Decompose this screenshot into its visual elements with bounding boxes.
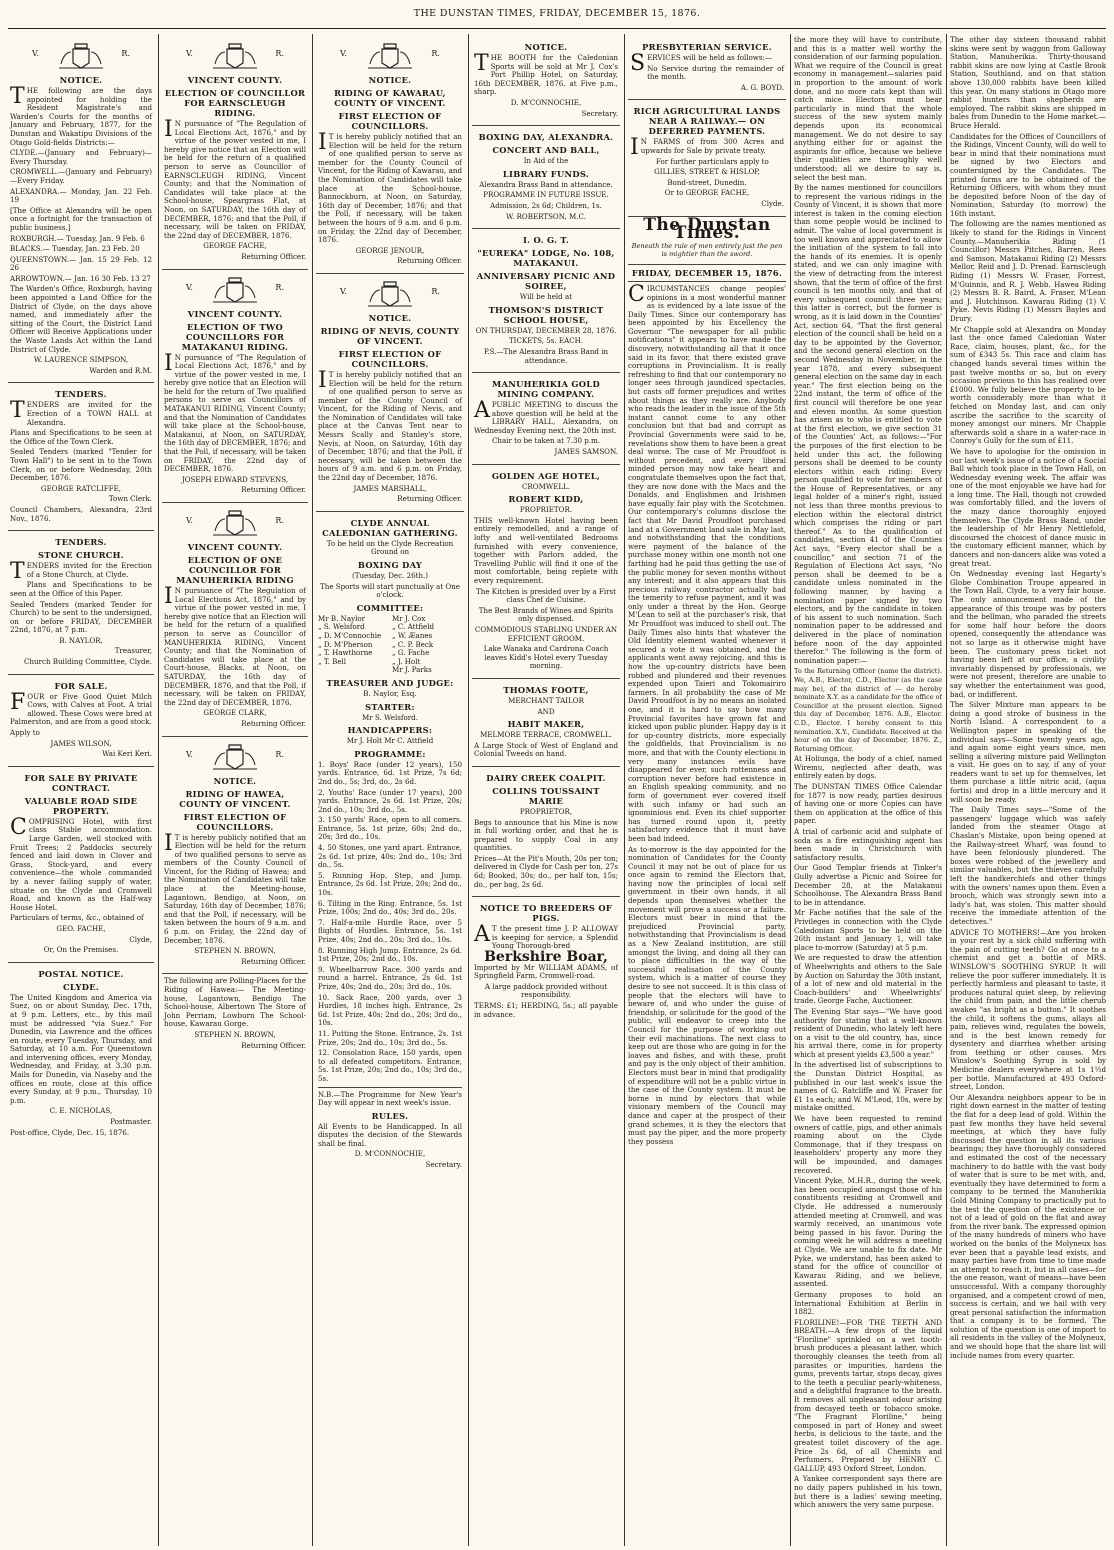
committee-member: [318, 666, 388, 675]
royal-coat-of-arms-icon: [209, 507, 261, 539]
committee-member: „ C. Attfield: [392, 622, 435, 632]
mining-company-meeting: MANUHERIKIA GOLD MINING COMPANY. APUBLIC MEETING to discuss the above question will be held at the LIBRARY HALL, Alexandra, on Wednesday Evening next, the 20th inst. Chair to be taken at 7.30 p.m. JAMES SAMSON.: [472, 373, 620, 465]
boxing-day-concert: BOXING DAY, ALEXANDRA. CONCERT AND BALL, In Aid of the LIBRARY FUNDS. Alexandra Brass Band in attendance. PROGRAMME IN FUTURE ISSUE. Admission, 2s 6d; Children, 1s. W. ROBERTSON, M.C.: [472, 126, 620, 229]
thomas-foote-tailor: THOMAS FOOTE, MERCHANT TAILOR AND HABIT MAKER, MELMORE TERRACE, CROMWELL. A Large Stock of West of England and Colonial Tweeds on hand.: [472, 679, 620, 767]
hawea-polling-places: The following are Polling-Places for the Riding of Hawea:— The Meeting-house, Lagantown, Bendigo The School-house, Albertown The Store of John Perriam, Lowburn The School-house, Kawarau Gorge. STEPHEN N. BROWN, Returning Officer.: [164, 976, 306, 1050]
stone-church-tenders: TENDERS. STONE CHURCH. TENDERS invited for the Erection of a Stone Church, at Clyde. Plans and Specifications to be seen at the Office of this Paper. Sealed Tenders (marked Tender for Church) to be sent to the undersigned, on or before FRIDAY, DECEMBER 22nd, 1876, at 7 p.m. B. NAYLOR, Treasurer, Church Building Committee, Clyde.: [8, 531, 154, 675]
nevis-election: V. R. NOTICE. RIDING OF NEVIS, COUNTY OF VINCENT. FIRST ELECTION OF COUNCILLORS. IT is hereby publicly notified that an Election will be held for the return of one qualified person to serve as member of the County Council of Vincent, for the Riding of Nevis, and the Nomination of Candidates will take place at the Canvas Tent near to Messrs Scally and Stanley's store, Nevis, at Noon, on Saturday, 16th day of December, 1876; and that the Poll, if necessary, will be taken between the hours of 9 a.m. and 6 p.m. on Friday, the 22nd day of December, 1876. JAMES MARSHALL, Returning Officer.: [316, 274, 464, 512]
manuherikia-election: V. R. VINCENT COUNTY. ELECTION OF ONE COUNCILLOR FOR MANUHERIKIA RIDING IN pursuance of "The Regulation of Local Elections Act, 1876," and by virtue of the power vested in me, I hereby give notice that an Election will be held for the return of a qualified person to serve as Councillor of MANUHERIKIA RIDING, Vincent County; and that the Nomination of Candidates will take place at the Court-house, Blacks, at Noon, on SATURDAY, the 16th day of DECEMBER, 1876, and that the Poll, if necessary, will be taken on FRIDAY, the 22nd day of DECEMBER, 1876. GEORGE CLARK, Returning Officer.: [162, 503, 308, 737]
column-1: [8, 36, 154, 1544]
crest: V. R.: [164, 40, 306, 72]
programme-item: 7. Half-a-mile Hurdle Race, over 5 flights of Hurdles. Entrance, 5s. 1st Prize, 40s; 2nd do., 20s; 3rd do., 10s.: [318, 917, 462, 944]
page-header: THE DUNSTAN TIMES, FRIDAY, DECEMBER 15, 1876.: [413, 8, 701, 19]
committee-member: „ G. Fache: [392, 648, 430, 658]
booth-notice: NOTICE. THE BOOTH for the Caledonian Sports will be sold at Mr J. Cox's Port Phillip Hotel, on Saturday, 16th DECEMBER, 1876, at Five p.m., sharp. D. M'CONNOCHIE, Secretary.: [472, 36, 620, 126]
crest: V. R.: [164, 274, 306, 306]
nomination-form: To the Returning Officer (name the district). We, A.B., Elector, C.D., Elector (as the case may be), of the district of — do hereby nominate X.Y. as a candidate for the office of Councillor at the present election. Signed this day of December, 1876. A.B., Elector. C.D., Elector. I hereby consent to this nomination. X.Y., Candidate. Received at the hour of on the day of December, 1876. Z., Returning Officer.: [794, 667, 942, 753]
column-4: [472, 36, 620, 1544]
programme-item: 5. Running Hop, Step, and Jump. Entrance, 2s 6d. 1st Prize, 20s; 2nd do., 10s.: [318, 870, 462, 898]
committee-member: Mr J. Parks: [392, 665, 432, 675]
committee-member: „ T. Hawthorne: [318, 648, 373, 658]
presbyterian-service: PRESBYTERIAN SERVICE. SERVICES will be held as follows:— No Service during the remainder of the month. A. G. BOYD.: [628, 36, 786, 100]
iogt-picnic: I. O. G. T. "EUREKA" LODGE, No. 108, MATAKANUI. ANNIVERSARY PICNIC AND SOIREE, Will be held at THOMSON'S DISTRICT SCHOOL HOUSE, ON THURSDAY, DECEMBER 28, 1876. TICKETS, 5s. EACH. P.S.—The Alexandra Brass Band in attendance.: [472, 229, 620, 373]
masthead: The Dunstan Times.: [643, 214, 771, 244]
editorial: By the names mentioned for councillors to represent the various ridings in the County of Vincent, it is shown that more interest is taken in the coming election than some people would be inclined to admit. The value of local government is too well known and appreciated to allow the initiation of the system to fall into the hands of its enemies. It is openly stated, and we can only imagine with the view of detracting from the interest shown, that the term of office of the first council is ten months only, and that of every subsequent council three years; this latter is correct, but the former is wrong, as it is laid down in the Counties' Act, section 64, "That the first general election of the council shall be held on a day to be appointed by the Governor, and the second general election on the second Wednesday in November, in the year 1878, and every subsequent general election on the same day in each year." The first election being on the 22nd instant, the term of office of the first council will therefore be one year and eleven months. As some question has arisen as to who is entitled to vote at the first election, we give section 31 of the Counties' Act, as follows:—"For the purposes of the first election to be held under this act, the following persons shall be deemed to be county electors within each riding: Every person qualified to vote for members of the House of Representatives, or any legal holder of a miner's right, issued not less than three months previous to election within the electoral district which comprises the riding or part thereof." As to the qualification of candidates, section 41 of the Counties Act says, "Every elector shall be a councillor," and section 71 of the Regulation of Elections Act says, "No person shall be deemed to be a candidate unless nominated in the following manner, by having a nomination paper signed by two electors, and by the candidate in token of his assent to such nomination. Such nomination paper to be addressed and delivered in the place of nomination before noon of the day appointed therefor." The following is the form of nomination paper:—: [794, 183, 942, 665]
crest: V. R.: [164, 741, 306, 773]
column-divider: [624, 34, 625, 1546]
column-divider: [468, 34, 469, 1546]
matakanui-election: V. R. VINCENT COUNTY. ELECTION OF TWO COUNCILLORS FOR MATAKANUI RIDING. IN pursuance of "The Regulation of Local Elections Act, 1876," and by virtue of the power vested in me, I hereby give notice that an Election will be held for the return of Two qualified persons to serve as Councillors of MATAKANUI RIDING, Vincent County; and that the Nomination of Candidates will take place at the School-house, Matakanui, at Noon, on SATURDAY, the 16th day of DECEMBER, 1876; and that the Poll, if necessary, will be taken on FRIDAY, the 22nd day of DECEMBER, 1876. JOSEPH EDWARD STEVENS, Returning Officer.: [162, 270, 308, 504]
committee-member: „ D. M'Connochie: [318, 630, 382, 640]
agricultural-lands: RICH AGRICULTURAL LANDS NEAR A RAILWAY.— ON DEFERRED PAYMENTS. IN FARMS of from 300 Acres and upwards for Sale by private treaty. For further particulars apply to GILLIES, STREET & HISLOP, Bond-street, Dunedin. Or to GEORGE FACHE, Clyde.: [628, 100, 786, 216]
editorial: CIRCUMSTANCES change peoples' opinions in a most wonderful manner as is evidenced by a late issue of the Daily Times. Since our contemporary has been appointed by his Excellency the Governor "The newspaper for all public notifications" it appears to have made the discovery, notwithstanding all that it once said in its favor, that there existed grave corruptions in Provincialism. It is really refreshing to find that our contemporary no longer sees through jaundiced spectacles, but casts off former prejudices and writes about things as they really are. Anybody who reads the leader in the issue of the 5th instant cannot come to any other conclusion but that bad and corrupt as Provincial Governments were said to be, revelations show them to have been a great deal worse. The case of Mr Proudfoot is without precedent, and every liberal minded person may now take heart and congratulate themselves upon the fact that, they are now done with the Macs and the Donalds, and Englishmen and Irishmen have equally fair play with the Scotchmen. Our contemporary's columns disclose the fact that Mr David Proudfoot purchased land at a Government land sale in May last, and notwithstanding that the conditions were payment of the balance of the purchase money within one month not one farthing had he paid thus getting the use of the public money for seven months without any interest; and it also appears that this precious railway contractor actually had the temerity to refuse payment, and it was only under a threat by the Hon. George M'Lean to sell at the purchaser's risk, that Mr Proudfoot was induced to shell out. The Daily Times also hints that whatever the Old Identity element wanted whenever it secured a vote it was obtained, and the applicants went away rejoicing, and this is how the up-country districts have been robbed and plundered and their revenues expended upon Taieri and Tokomairiro farmers. In all probability the case of Mr David Proudfoot is by no means an isolated one, and it is hard to say how many Provincial favorites have grown fat and kicked upon public plunder. Happy day is it for up-country districts, more especially the goldfields, that Provincialism is no more, and that with the County elections in very many instances evils have disappeared for ever, such rottenness and corruption never before had existence in an English speaking community, and no form of government ever covered itself with such infamy or had such an ignominious end. Even its chief supporter has turned round upon it, pretty satisfactory evidence that it must have been bad indeed.: [628, 281, 786, 843]
royal-coat-of-arms-icon: [364, 278, 416, 310]
column-3: [316, 36, 464, 1544]
programme-item: 9. Wheelbarrow Race. 300 yards and round a barrel. Entrance, 2s 6d. 1st Prize, 40s; 2nd do., 20s; 3rd do., 10s.: [318, 964, 462, 991]
programme-item: 12. Consolation Race, 150 yards, open to all defeated competitors. Entrance, 5s. 1st Prize, 20s; 2nd do., 10s; 3rd do., 5s.: [318, 1048, 462, 1083]
committee-member: Mr J. Cox: [392, 613, 426, 623]
programme-item: 10. Sack Race, 200 yards, over 3 Hurdles, 18 inches high. Entrance, 2s 6d. 1st Prize, 40s; 2nd do., 20s; 3rd do., 10s.: [318, 992, 462, 1028]
pig-breeders-notice: NOTICE TO BREEDERS OF PIGS. AT the present time J. P. ALLOWAY is keeping for service, a Splendid Young Thorough-bred Berkshire Boar, Imported by Mr WILLIAM ADAMS, of Springfield Farm, Cromwell-road. A large paddock provided without responsibility. TERMS: £1; HERDING, 5s.; all payable in advance.: [474, 903, 618, 1019]
column-5: [628, 36, 786, 1544]
committee-member: „ D. M'Pherson: [318, 639, 373, 649]
town-hall-tenders: TENDERS. TENDERS are invited for the Erection of a TOWN HALL at Alexandra. Plans and Specifications to be seen at the Office of the Town Clerk. Sealed Tenders (marked "Tender for Town Hall") to be sent in to the Town Clerk, on or before Wednesday, 20th December, 1876. GEORGE RATCLIFFE, Town Clerk. Council Chambers, Alexandra, 23rd Nov., 1876.: [8, 383, 154, 531]
royal-coat-of-arms-icon: [209, 274, 261, 306]
programme-item: 4. 50 Stones, one yard apart. Entrance, 2s 6d. 1st prize, 40s; 2nd do., 10s; 3rd do., 5s.: [318, 843, 462, 870]
editorial: the more they will have to contribute, and this is a matter well worthy the consideration of our farming population. What we require of the Council is great economy in management—salaries paid in proportion to the amount of work done, and no more cats kept than will catch mice. Electors must bear particularly in mind that the whole success of the new system mainly depends upon its economical management. We do not desire to say anything either for or against the aspirants for office, because we believe their qualities are thoroughly well understood; all we desire to say is, select the best man.: [794, 36, 942, 182]
crest: V. R.: [318, 278, 462, 310]
header-rule: [8, 28, 1106, 29]
programme-item: 11. Putting the Stone. Entrance, 2s. 1st Prize, 20s; 2nd do., 10s; 3rd do., 5s.: [318, 1028, 462, 1047]
crest: V. R.: [10, 40, 152, 72]
caledonian-gathering: CLYDE ANNUAL CALEDONIAN GATHERING. To be held on the Clyde Recreation Ground on BOXING DAY (Tuesday, Dec. 26th.) The Sports will start punctually at One o'clock. COMMITTEE: Mr B. Naylor Mr J. Cox „ S. Welsford „ C. Attfield „ D. M'Connochie „ W. Æanes „ D. M'Pherson „ C. P. Beck „ T. Hawthorne „ G. Fache „ T. Bell „ J. Holt Mr J. Parks TREASURER AND JUDGE: B. Naylor, Esq. STARTER: Mr S. Welsford. HANDICAPPERS: Mr J. Holt Mr C. Attfield PROGRAMME: 1. Boys' Race (under 12 years), 150 yards. Entrance, 6d. 1st Prize, 7s 6d; 2nd do., 5s; 3rd, do., 2s 6d. 2. Youths' Race (under 17 years), 200 yards. Entrance, 2s 6d. 1st Prize, 20s; 2nd do., 10s; 3rd do., 5s. 3. 150 yards' Race, open to all comers. Entrance, 5s. 1st prize, 60s; 2nd do., 20s; 3rd do., 10s. 4. 50 Stones, one yard apart. Entrance, 2s 6d. 1st prize, 40s; 2nd do., 10s; 3rd do., 5s. 5. Running Hop, Step, and Jump. Entrance, 2s 6d. 1st Prize, 20s; 2nd do., 10s. 6. Tilting in the Ring. Entrance, 5s. 1st Prize, 100s; 2nd do., 40s; 3rd do., 20s. 7. Half-a-mile Hurdle Race, over 5 flights of Hurdles. Entrance, 5s. 1st Prize, 40s; 2nd do., 20s; 3rd do., 10s. 8. Running High Jump. Entrance, 2s 6d. 1st Prize, 20s; 2nd do., 10s. 9. Wheelbarrow Race. 300 yards and round a barrel. Entrance, 2s 6d. 1st Prize, 40s; 2nd do., 20s; 3rd do., 10s. 10. Sack Race, 200 yards, over 3 Hurdles, 18 inches high. Entrance, 2s 6d. 1st Prize, 40s; 2nd do., 20s; 3rd do., 10s. 11. Putting the Stone. Entrance, 2s. 1st Prize, 20s; 2nd do., 10s; 3rd do., 5s. 12. Consolation Race, 150 yards, open to all defeated competitors. Entrance, 5s. 1st Prize, 20s; 2nd do., 10s; 3rd do., 5s. N.B.—The Programme for New Year's Day will appear in next week's issue. RULES. All Events to be Handicapped. In all disputes the decision of the Stewards shall be final. D. M'CONNOCHIE, Secretary.: [318, 517, 462, 1170]
kawarau-election: V. R. NOTICE. RIDING OF KAWARAU, COUNTY OF VINCENT. FIRST ELECTION OF COUNCILLORS. IT is hereby publicly notified that an Election will be held for the return of one qualified person to serve as member for the County Council of Vincent, for the Riding of Kawarau, and the Nomination of Candidates will take place at the School-house, Bannockburn, at Noon, on Saturday, 16th day of December, 1876; and that the Poll, if necessary, will be taken between the hours of 9 a.m. and 6 p.m. on Friday, the 22nd day of December, 1876. GEORGE JENOUR, Returning Officer.: [316, 36, 464, 274]
earnscleugh-election: V. R. VINCENT COUNTY. ELECTION OF COUNCILLOR FOR EARNSCLEUGH RIDING. IN pursuance of "The Regulation of Local Elections Act, 1876," and by virtue of the power vested in me, I hereby give notice that an Election will be held for the return of a qualified person to serve as Councillor of EARNSCLEUGH RIDING, Vincent County; and that the Nomination of Candidates will take place at the School-house, Speargrass Flat, at Noon, on SATURDAY, the 16th day of DECEMBER, 1876; and that the Poll, if necessary, will be taken on FRIDAY, the 22nd day of DECEMBER, 1876. GEORGE FACHE, Returning Officer.: [162, 36, 308, 270]
column-divider: [946, 34, 947, 1546]
hotel-for-sale: FOR SALE BY PRIVATE CONTRACT. VALUABLE ROAD SIDE PROPERTY. COMPRISING Hotel, with first class Stable accommodation. Large Garden, well stocked with Fruit Trees; 2 Paddocks securely fenced and laid down in Clover and Grass, Stock-yard, and every convenience—the whole commanded by a never failing supply of water, situate on the Clyde and Cromwell Road, and known as the Half-way House Hotel. Particulars of terms, &c., obtained of GEO. FACHE, Clyde, Or, On the Premises.: [8, 767, 154, 963]
notice-title: NOTICE.: [59, 75, 103, 85]
programme-item: 6. Tilting in the Ring. Entrance, 5s. 1st Prize, 100s; 2nd do., 40s; 3rd do., 20s.: [318, 898, 462, 917]
hawea-election: V. R. NOTICE. RIDING OF HAWEA, COUNTY OF VINCENT. FIRST ELECTION OF COUNCILLORS. IT is hereby publicly notified that an Election will be held for the return of two qualified persons to serve as members of the County Council of Vincent, for the Riding of Hawea; and the Nomination of Candidates will take place at the Meeting-house, Lagantown, Bendigo, at Noon, on Saturday, 16th day of December, 1876; and that the Poll, if necessary, will be taken between the hours of 9 a.m. and 6 p.m. on Friday, the 22nd day of December, 1876. STEPHEN N. BROWN, Returning Officer.: [162, 737, 308, 975]
crest: V. R.: [164, 507, 306, 539]
crest: V. R.: [318, 40, 462, 72]
postal-notice: POSTAL NOTICE. CLYDE. The United Kingdom and America via Suez, on or about Sunday, Dec. 17th, at 9 p.m. Letters, etc., by this mail must be addressed "via Suez." For Dunedin, via Lawrence and the offices en route, every Tuesday, Thursday, and Saturday, at 10 a.m. For Queenstown and intervening offices, every Monday, Wednesday, and Friday, at 3.30 p.m. Mails for Dunedin, via Naseby and the offices en route, close at this office every Sunday, at 9 p.m., Thursday, 10 p.m. C. E. NICHOLAS, Postmaster. Post-office, Clyde, Dec. 15, 1876.: [10, 968, 152, 1137]
committee-member: „ S. Welsford: [318, 622, 365, 632]
golden-age-hotel: GOLDEN AGE HOTEL, CROMWELL. ROBERT KIDD, PROPRIETOR. THIS well-known Hotel having been entirely remodelled, and a range of lofty and well-ventilated Bedrooms furnished with every convenience, together with Parlors added, the Travelling Public will find it one of the most comfortable, being replete with every requirement. The Kitchen is presided over by a First class Chef de Cuisine. The Best Brands of Wines and Spirits only dispensed. COMMODIOUS STABLING UNDER AN EFFICIENT GROOM. Lake Wanaka and Cardrona Coach leaves Kidd's Hotel every Tuesday morning.: [472, 465, 620, 679]
committee-member: Mr B. Naylor: [318, 613, 366, 623]
dairy-creek-coalpit: DAIRY CREEK COALPIT. COLLINS TOUSSAINT MARIE PROPRIETOR, Begs to announce that his Mine is now in full working order, and that he is prepared to supply Coal in any quantities. Prices—At the Pit's Mouth, 20s per ton; delivered in Clyde for Cash per ton, 27s 6d; Booked, 30s; do., per half ton, 15s; do., per bag, 2s 6d.: [472, 767, 620, 897]
royal-coat-of-arms-icon: [364, 40, 416, 72]
magistrate-notice: V. R. NOTICE. THE following are the days appointed for holding the Resident Magistrate's and Warden's Courts for the months of January and February, 1877, for the Dunstan and Wakatipu Divisions of the Otago Gold-fields Districts:— CLYDE.—(January and February)—Every Thursday. CROMWELL.—(January and February)—Every Friday. ALEXANDRA.— Monday, Jan. 22 Feb. 19 [The Office at Alexandra will be open once a fortnight for the transaction of public business.] ROXBURGH.— Tuesday, Jan. 9 Feb. 6 BLACKS.— Tuesday, Jan. 23 Feb. 20 QUEENSTOWN.— Jan. 15 29 Feb. 12 26 ARROWTOWN.— Jan. 16 30 Feb. 13 27 The Warden's Office, Roxburgh, having been appointed a Land Office for the District of Clyde, on the days above named, and immediately after the sitting of the Court, the District Land Officer will Receive Applications under the Waste Lands Act within the Land District of Clyde. W. LAURENCE SIMPSON, Warden and R.M.: [8, 36, 154, 383]
programme-item: 3. 150 yards' Race, open to all comers. Entrance, 5s. 1st prize, 60s; 2nd do., 20s; 3rd do., 10s.: [318, 815, 462, 842]
programme-list: [318, 761, 462, 1084]
programme-item: 2. Youths' Race (under 17 years), 200 yards. Entrance, 2s 6d. 1st Prize, 20s; 2nd do., 10s; 3rd do., 5s.: [318, 787, 462, 814]
cows-for-sale: FOR SALE. FOUR or Five Good Quiet Milch Cows, with Calves at Foot. A trial allowed. These Cows were bred at Palmerston, and are from a good stock. Apply to JAMES WILSON, Wai Keri Keri.: [8, 675, 154, 767]
committee-member: „ J. Holt: [392, 656, 421, 666]
motto: Beneath the rule of men entirely just the pen is mightier than the sword.: [631, 241, 783, 259]
committee-list: [318, 615, 462, 675]
editorial: As to-morrow is the day appointed for the nomination of Candidates for the County Council it may not be out of place for us once again to remind the Electors that, having now the principles of local self government in their own hands, it all depends upon themselves whether the movement will prove a success or a failure. Electors must bear in mind that the prejudiced Provincial party, notwithstanding that Provincialism is dead as a New Zealand institution, are still amongst the living, and doing all they can to place difficulties in the way of the successful realisation of the County system, which is a matter of course they desire to see not succeed. It is this class of people that the electors will have to beware of, and who under the guise of friendship, or solicitude for the good of the public, will endeavor to creep into the Council for the purpose of working out their evil machinations. The next class to keep out are those who are going in for the loaves and fishes, and with these, profit and pay is the only object of their ambition. Electors must bear in mind that prodigality of expenditure will not be a public virtue in the case of the County system. It must be borne in mind by electors that while visionary members of the Council may dance and caper at the prospect of their grand schemes, it is they the electors that must pay the piper, and the more property they possess: [628, 844, 786, 1146]
column-divider: [158, 34, 159, 1546]
rule: [318, 1087, 462, 1088]
committee-member: „ W. Æanes: [392, 630, 433, 640]
column-7: The other day sixteen thousand rabbit skins were sent by waggon from Galloway Station, Manuherikia. Thirty-thousand rabbit skins are now lying at Castle Brook Station, Southland, and on that station above 130,000 rabbits have been killed this year. On many stations in Otago more rabbit hunters than shepherds are employed. The rabbit skins are shipped in bales from Dunedin to the Home market.—Bruce Herald. Candidates for the Offices of Councillors of the Ridings, Vincent County, will do well to bear in mind that their nominations must be signed by two Electors and countersigned by the Candidates. The printed forms are to be obtained of the Returning Officers, with whom they must be deposited before Noon of the day of Nomination, Saturday (to morrow) the 16th instant. The following are the names mentioned as likely to stand for the Ridings in Vincent County.—Manuherikia Riding (1 Councillor) Messrs Pitches, Barren, Rees and Samson. Matakanui Riding (2) Messrs Mellor, Reid and J. D. Prenad. Earnscleugh Riding (1) Messrs W. Fraser, Forrest, M'Guinnis, and R. J. Webb. Hawea Riding (2) Messrs B. R. Baird, A. Fraser, M'Lean and J. Hutchinson. Kawarau Riding (1) V. Pyke. Nevis Riding (1) Messrs Bayles and Drury. Mr Chapple sold at Alexandra on Monday last the once famed Caledonian Water Race, claim, houses, plant, &c., for the sum of £343 5s. This race and claim has changed hands several times within the past twelve months or so, but on every occasion previous to this has realised over £1000. We fully believe the property to be worth considerably more than what it fetched on Monday last, and can only ascribe the sacrifice to the scarcity of money amongst our miners. Mr Chapple afterwards sold a share in a water-race in Conroy's Gully for the sum of £11. We have to apologise for the omission in our last week's issue of a notice of a Social Ball which took place in the Town Hall, on Wednesday evening week. The affair was one of the most enjoyable we have had for a long time. The Hall, though not crowded was comfortably filled, and the lovers of the mazy dance thoroughly enjoyed themselves. The Clyde Brass Band, under the leadership of Mr Henry Nettlefold, discoursed the choicest of dance music in the customary efficient manner, which by dancers and non-dancers alike was voted a great treat. On Wednesday evening last Hegarty's Globe Combination Troupe appeared in the Town Hall, Clyde, to a very fair house. The only announcement made of the appearance of this troupe was by posters and the bellman, who paraded the streets for some half hour before the doors opened, consequently the attendance was not so large as it otherwise might have been. The customary press ticket not having been left at our office, a civility invariably dispensed by professionals, we were not present, therefore are unable to say whether the entertainment was good, bad, or indifferent. The Silver Mixture man appears to be doing a good stroke of business in the North Island. A correspondent to a Wellington paper in speaking of the individual says—Some twenty years ago, and again some eight years since, men selling a silvering mixture paid Wellington a visit. He goes on to say, if any of your readers want to set up for themselves, let them purchase a little nitric acid, (aqua fortis) and drop in a little mercury and it will soon be ready. The Daily Times says—"Some of the passengers' luggage which was safely landed from the steamer Otago at Chaslan's Mistake, upon being opened at the Railway-street Wharf, was found to have been feloniously plundered. The boxes were robbed of the jewellery and similar valuables, but the thieves carefully left the handkerchiefs and other things with the owners' names upon them. Even a brooch, which was strongly sewn into a lady's hat, was stolen. This matter should receive the immediate attention of the detectives." ADVICE TO MOTHERS!—Are you broken in your rest by a sick child suffering with the pain of cutting teeth? Go at once to a chemist and get a bottle of MRS. WINSLOW'S SOOTHING SYRUP. It will relieve the poor sufferer immediately. It is perfectly harmless and pleasant to taste, it produces natural quiet sleep, by relieving the child from pain, and the little cherub awakes "as bright as a button." It soothes the child, it softens the gums, allays all pain, relieves wind, regulates the bowels, and is the best known remedy for dysentery and diarrhea whether arising from teething or other causes. Mrs Winslow's Soothing Syrup is sold by Medicine dealers everywhere at 1s 1½d per bottle. Manufactured at 493 Oxford-street, London. Our Alexandra neighbors appear to be in right down earnest in the matter of testing the flat for a deep lead of gold. Within the past few months they have held several meetings, at which they have fully discussed the question in all its various bearings; they have thoroughly considered and estimated the cost of the necessary machinery to do battle with the vast body of water that is sure to be met with, and, eventually they have determined to form a company to be termed the Manuherikia Gold Mining Company to practically put to the test the question of the existence or not of a lead of gold on the flat and away from the river bank. The expressed opinion of the many hundreds of miners who have worked on the banks of the Molyneux has ever been that a payable lead exists, and many parties have from time to time made an attempt to reach it, but in all cases—for the one reason, want of means—have been unsuccessful. With a company thoroughly organised, and a competent crowd of men, success is certain, and we hail with very great personal satisfaction the information that a company is to be formed. The solution of the question is one of import to all residents in the valley of the Molyneux, and we should hope that the share list will include names from every quarter.: [950, 36, 1106, 1360]
programme-item: 1. Boys' Race (under 12 years), 150 yards. Entrance, 6d. 1st Prize, 7s 6d; 2nd do., 5s; 3rd, do., 2s 6d.: [318, 759, 462, 786]
royal-coat-of-arms-icon: [209, 40, 261, 72]
rule: [628, 281, 786, 282]
masthead-block: [628, 214, 786, 265]
column-2: [162, 36, 308, 1544]
royal-coat-of-arms-icon: [55, 40, 107, 72]
column-divider: [790, 34, 791, 1546]
committee-member: „ T. Bell: [318, 656, 347, 666]
royal-coat-of-arms-icon: [209, 741, 261, 773]
column-divider: [312, 34, 313, 1546]
programme-item: 8. Running High Jump. Entrance, 2s 6d. 1st Prize, 20s; 2nd do., 10s.: [318, 945, 462, 964]
column-6: the more they will have to contribute, and this is a matter well worthy the consideration of our farming population. What we require of the Council is great economy in management—salaries paid in proportion to the amount of work done, and no more cats kept than will catch mice. Electors must bear particularly in mind that the whole success of the new system mainly depends upon its economical management. We do not desire to say anything either for or against the aspirants for office, because we believe their qualities are thoroughly well understood; all we desire to say is, select the best man. By the names mentioned for councillors to represent the various ridings in the County of Vincent, it is shown that more interest is taken in the coming election than some people would be inclined to admit. The value of local government is too well known and appreciated to allow the initiation of the system to fall into the hands of its enemies. It is openly stated, and we can only imagine with the view of detracting from the interest shown, that the term of office of the first council is ten months only, and that of every subsequent council three years; this latter is correct, but the former is wrong, as it is laid down in the Counties' Act, section 64, "That the first general election of the council shall be held on a day to be appointed by the Governor, and the second general election on the second Wednesday in November, in the year 1878, and every subsequent general election on the same day in each year." The first election being on the 22nd instant, the term of office of the first council will therefore be one year and eleven months. As some question has arisen as to who is entitled to vote at the first election, we give section 31 of the Counties' Act, as follows:—"For the purposes of the first election to be held under this act, the following persons shall be deemed to be county electors within each riding: Every person qualified to vote for members of the House of Representatives, or any legal holder of a miner's right, issued not less than three months previous to election within the electoral district which comprises the riding or part thereof." As to the qualification of candidates, section 41 of the Counties Act says, "Every elector shall be a councillor," and section 71 of the Regulation of Elections Act says, "No person shall be deemed to be a candidate unless nominated in the following manner, by having a nomination paper signed by two electors, and by the candidate in token of his assent to such nomination. Such nomination paper to be addressed and delivered in the place of nomination before noon of the day appointed therefor." The following is the form of nomination paper:— To the Returning Officer (name the district). We, A.B., Elector, C.D., Elector (as the case may be), of the district of — do hereby nominate X.Y. as a candidate for the office of Councillor at the present election. Signed this day of December, 1876. A.B., Elector. C.D., Elector. I hereby consent to this nomination. X.Y., Candidate. Received at the hour of on the day of December, 1876. Z., Returning Officer. At Holiunga, the body of a chief, named Wiremu, neglected after death, was entirely eaten by dogs. The DUNSTAN TIMES Office Calendar for 1877 is now ready, parties desirous of having one or more Copies can have them on application at the office of this paper. A trial of carbonic acid and sulphate of soda as a fire extinguishing agent has been made in Christchurch with satisfactory results. Our Good Templar friends at Tinker's Gully advertise a Picnic and Soiree for December 28, at the Matakanui Schoolhouse. The Alexandra Brass Band to be in attendance. Mr Fache notifies that the sale of the Privileges in connection with the Clyde Caledonian Sports to be held on the 26th instant and January 1, will take place to-morrow (Saturday) at 5 p.m. We are requested to draw the attention of Wheelwrights and others to the Sale by Auction on Saturday the 30th instant, of a lot of new and old material in the Coach-builders' and Wheelwrights' trade. George Fache, Auctioneer. The Evening Star says—"We have good authority for stating that a well-known resident of Dunedin, who lately left here on a visit to the old country, has, since his arrival there, come in for property which at present yields £3,500 a year." In the advertised list of subscriptions to the Dunstan District Hospital, as published in our last week's issue the names of G. Ratcliffe and W. Fraser for £1 1s each; and W. M'Leod, 10s, were by mistake omitted. We have been requested to remind owners of cattle, pigs, and other animals roaming about on the Clyde Commonage, that if they trespass on leaseholders' property any more they will be impounded, and damages recovered. Vincent Pyke, M.H.R., during the week, has been occupied amongst those of his constituents residing at Cromwell and Clyde. He addressed a numerously attended meeting at Cromwell, and was warmly received, an unanimous vote being passed in his favor. During the coming week he will address a meeting at Clyde. We are unable to fix date. Mr Pyke, we understand, has been asked to stand for the office of councillor of Kawarau Riding, and we believe, assented. Germany proposes to hold an International Exhibition at Berlin in 1882. FLORILINE!—FOR THE TEETH AND BREATH.—A few drops of the liquid "Floriline" sprinkled on a wet tooth-brush produces a pleasant lather, which thoroughly cleanses the teeth from all parasites or impurities, hardens the gums, prevents tartar, stops decay, gives to the teeth a peculiar pearly-whiteness, and a delightful fragrance to the breath. It removes all unpleasant odour arising from decayed teeth or tobacco smoke. "The Fragrant Floriline," being composed in part of Honey and sweet herbs, is delicious to the taste, and the greatest toilet discovery of the age. Price 2s 6d, of all Chemists and Perfumers. Prepared by HENRY C. GALLUP, 493 Oxford Street, London. A Yankee correspondent says there are no daily papers published in his town, but there is a ladies' sewing meeting, which answers the very same purpose.: [794, 36, 942, 1510]
issue-date: FRIDAY, DECEMBER 15, 1876.: [631, 267, 783, 278]
committee-member: „ C. P. Beck: [392, 639, 434, 649]
